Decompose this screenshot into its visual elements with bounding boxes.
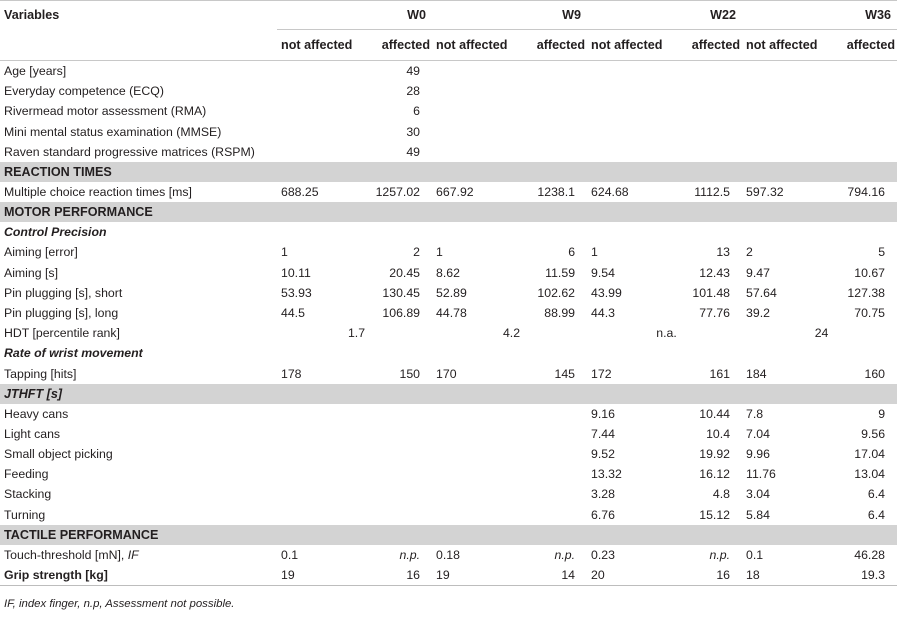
cell-value: 24 xyxy=(814,326,829,341)
affected-header: affected xyxy=(830,30,897,61)
cell-value: 30 xyxy=(406,124,421,139)
cell-value: 11.76 xyxy=(746,467,776,482)
cell-value: 184 xyxy=(746,366,767,381)
cell-value: 1 xyxy=(281,245,288,260)
section-header-motor-performance xyxy=(0,202,897,222)
cell-value: 7.8 xyxy=(746,406,764,421)
table-row xyxy=(0,424,897,444)
table-row xyxy=(0,263,897,283)
cell-value: 0.1 xyxy=(281,547,299,562)
cell-value: 9.52 xyxy=(591,447,615,462)
cell-value xyxy=(432,81,897,101)
cell-value: 15.12 xyxy=(699,507,731,522)
cell-value: 5 xyxy=(878,245,886,260)
cell-value xyxy=(277,142,365,162)
row-label: Stacking xyxy=(4,487,52,502)
cell-value: 53.93 xyxy=(281,285,312,300)
cell-value: 16 xyxy=(675,565,742,586)
table-row xyxy=(0,242,897,262)
row-label: Age [years] xyxy=(4,64,67,79)
cell-value: 130.45 xyxy=(382,285,421,300)
cell-value: 161 xyxy=(709,366,731,381)
not-affected-header: not affected xyxy=(432,30,520,61)
not-affected-header: not affected xyxy=(587,30,675,61)
cell-value: 1257.02 xyxy=(375,185,421,200)
affected-header: affected xyxy=(675,30,742,61)
cell-value: 102.62 xyxy=(537,285,576,300)
cell-value: 17.04 xyxy=(854,447,886,462)
cell-value: 28 xyxy=(406,84,421,99)
cell-value: 52.89 xyxy=(436,285,467,300)
cell-value xyxy=(277,505,587,525)
row-label: Light cans xyxy=(4,426,61,441)
cell-value: 4.2 xyxy=(502,326,521,341)
cell-value: 6 xyxy=(413,104,421,119)
cell-value: 44.78 xyxy=(436,305,467,320)
cell-value: 6.76 xyxy=(591,507,615,522)
table-row xyxy=(0,283,897,303)
cell-value: 88.99 xyxy=(544,305,576,320)
cell-value: 2 xyxy=(413,245,421,260)
cell-value: 101.48 xyxy=(692,285,731,300)
row-label: Feeding xyxy=(4,467,49,482)
cell-value: 12.43 xyxy=(699,265,731,280)
cell-value: 1112.5 xyxy=(694,185,731,200)
cell-value: 150 xyxy=(399,366,421,381)
week-header-w9: W9 xyxy=(432,1,587,30)
cell-value: 9.56 xyxy=(861,426,886,441)
table-row xyxy=(0,565,897,586)
cell-value: 19 xyxy=(277,565,365,586)
cell-value: 20.45 xyxy=(389,265,421,280)
cell-value: 13.32 xyxy=(591,467,622,482)
table-row xyxy=(0,122,897,142)
cell-value: 0.23 xyxy=(591,547,615,562)
row-label: Turning xyxy=(4,507,46,522)
cell-value: 6.4 xyxy=(867,507,886,522)
cell-value: 172 xyxy=(591,366,612,381)
cell-value: 597.32 xyxy=(746,185,784,200)
cell-value xyxy=(432,122,897,142)
cell-value: TACTILE PERFORMANCE xyxy=(0,525,897,545)
cell-value: 57.64 xyxy=(746,285,777,300)
cell-value: 10.44 xyxy=(699,406,731,421)
affected-header: affected xyxy=(365,30,432,61)
section-header-tactile-performance xyxy=(0,525,897,545)
cell-value: Rate of wrist movement xyxy=(4,346,143,361)
header-row-weeks xyxy=(0,1,897,30)
table-row xyxy=(0,303,897,323)
cell-value: 13 xyxy=(716,245,731,260)
cell-value: n.p. xyxy=(554,547,576,562)
table-row xyxy=(0,404,897,424)
cell-value xyxy=(432,142,897,162)
row-label: Raven standard progressive matrices (RSPM) xyxy=(4,144,255,159)
cell-value: 19.92 xyxy=(699,447,731,462)
row-label: Rivermead motor assessment (RMA) xyxy=(4,104,207,119)
cell-value: 794.16 xyxy=(847,185,886,200)
cell-value: 19.3 xyxy=(830,565,897,586)
cell-value: 178 xyxy=(281,366,302,381)
cell-value: 160 xyxy=(864,366,886,381)
cell-value: 624.68 xyxy=(591,185,629,200)
cell-value: REACTION TIMES xyxy=(0,162,897,182)
not-affected-header: not affected xyxy=(742,30,830,61)
cell-value xyxy=(277,404,587,424)
cell-value: 4.8 xyxy=(712,487,731,502)
week-header-w36: W36 xyxy=(742,1,897,30)
row-label: Tapping [hits] xyxy=(4,366,77,381)
cell-value: 44.3 xyxy=(591,305,615,320)
affected-header: affected xyxy=(520,30,587,61)
row-label: Multiple choice reaction times [ms] xyxy=(4,185,192,200)
cell-value: 10.67 xyxy=(854,265,886,280)
cell-value: 3.04 xyxy=(746,487,770,502)
cell-value: 20 xyxy=(587,565,675,586)
row-label: Heavy cans xyxy=(4,406,69,421)
cell-value: 170 xyxy=(436,366,457,381)
cell-value: Control Precision xyxy=(4,225,107,240)
table-row xyxy=(0,464,897,484)
cell-value xyxy=(432,61,897,82)
cell-value: 9.16 xyxy=(591,406,615,421)
cell-value: MOTOR PERFORMANCE xyxy=(0,202,897,222)
row-label: Mini mental status examination (MMSE) xyxy=(4,124,222,139)
cell-value: 49 xyxy=(406,64,421,79)
cell-value: 14 xyxy=(520,565,587,586)
table-row xyxy=(0,142,897,162)
cell-value: 16.12 xyxy=(699,467,731,482)
cell-value: 688.25 xyxy=(281,185,319,200)
row-label: Aiming [error] xyxy=(4,245,78,260)
cell-value xyxy=(277,424,587,444)
cell-value: 5.84 xyxy=(746,507,770,522)
cell-value: 6 xyxy=(568,245,576,260)
cell-value: 77.76 xyxy=(699,305,731,320)
cell-value xyxy=(277,464,587,484)
cell-value: 3.28 xyxy=(591,487,615,502)
cell-value: 667.92 xyxy=(436,185,474,200)
cell-value: 8.62 xyxy=(436,265,460,280)
row-label: Small object picking xyxy=(4,447,113,462)
cell-value: 44.5 xyxy=(281,305,305,320)
cell-value xyxy=(277,484,587,504)
table-row xyxy=(0,484,897,504)
cell-value xyxy=(277,61,365,82)
section-header-jthft xyxy=(0,384,897,404)
cell-value: 10.4 xyxy=(706,426,731,441)
cell-value xyxy=(432,101,897,121)
table-row xyxy=(0,81,897,101)
cell-value: n.p. xyxy=(709,547,731,562)
row-label: Aiming [s] xyxy=(4,265,58,280)
table-row xyxy=(0,505,897,525)
subsection-rate-wrist xyxy=(0,343,897,363)
row-label: Grip strength [kg] xyxy=(0,565,277,586)
cell-value: 46.28 xyxy=(854,547,886,562)
cell-value: 70.75 xyxy=(854,305,886,320)
table-row xyxy=(0,545,897,565)
table-footnote: IF, index finger, n.p, Assessment not possible. xyxy=(4,598,235,611)
table-row xyxy=(0,323,897,343)
table-row xyxy=(0,182,897,202)
cell-value: 9.47 xyxy=(746,265,770,280)
cell-value: 127.38 xyxy=(847,285,886,300)
cell-value xyxy=(277,444,587,464)
cell-value: 1 xyxy=(591,245,598,260)
table-row xyxy=(0,61,897,82)
week-header-w0: W0 xyxy=(277,1,432,30)
cell-value: 9.96 xyxy=(746,447,770,462)
row-label: Everyday competence (ECQ) xyxy=(4,84,164,99)
cell-value: 1 xyxy=(436,245,443,260)
cell-value: 7.04 xyxy=(746,426,770,441)
subsection-control-precision xyxy=(0,222,897,242)
variables-header: Variables xyxy=(0,1,277,30)
cell-value: 2 xyxy=(746,245,753,260)
cell-value: 0.1 xyxy=(746,547,764,562)
week-header-w22: W22 xyxy=(587,1,742,30)
cell-value: 145 xyxy=(554,366,576,381)
cell-value: 16 xyxy=(365,565,432,586)
table-row xyxy=(0,363,897,383)
cell-value: 106.89 xyxy=(382,305,421,320)
cell-value: 0.18 xyxy=(436,547,460,562)
cell-value: 43.99 xyxy=(591,285,622,300)
table-row xyxy=(0,101,897,121)
cell-value: 9 xyxy=(878,406,886,421)
cell-value xyxy=(277,81,365,101)
cell-value: 6.4 xyxy=(867,487,886,502)
row-label: Pin plugging [s], long xyxy=(4,305,119,320)
cell-value: 10.11 xyxy=(281,265,311,280)
cell-value: 1238.1 xyxy=(537,185,576,200)
table-row xyxy=(0,444,897,464)
row-label: Touch-threshold [mN], IF xyxy=(4,547,139,562)
cell-value xyxy=(277,122,365,142)
cell-value: 49 xyxy=(406,144,421,159)
cell-value: 18 xyxy=(742,565,830,586)
cell-value: 39.2 xyxy=(746,305,770,320)
cell-value: 19 xyxy=(432,565,520,586)
cell-value: n.p. xyxy=(399,547,421,562)
cell-value: 1.7 xyxy=(347,326,366,341)
row-label: HDT [percentile rank] xyxy=(4,326,120,341)
not-affected-header: not affected xyxy=(277,30,365,61)
cell-value: 7.44 xyxy=(591,426,615,441)
header-row-sides xyxy=(0,30,897,61)
section-header-reaction-times xyxy=(0,162,897,182)
cell-value: 11.59 xyxy=(545,265,576,280)
cell-value: 9.54 xyxy=(591,265,615,280)
cell-value: n.a. xyxy=(656,326,677,341)
cell-value xyxy=(277,101,365,121)
cell-value: JTHFT [s] xyxy=(0,384,897,404)
cell-value: 13.04 xyxy=(854,467,886,482)
cell-value xyxy=(0,30,277,61)
row-label: Pin plugging [s], short xyxy=(4,285,123,300)
